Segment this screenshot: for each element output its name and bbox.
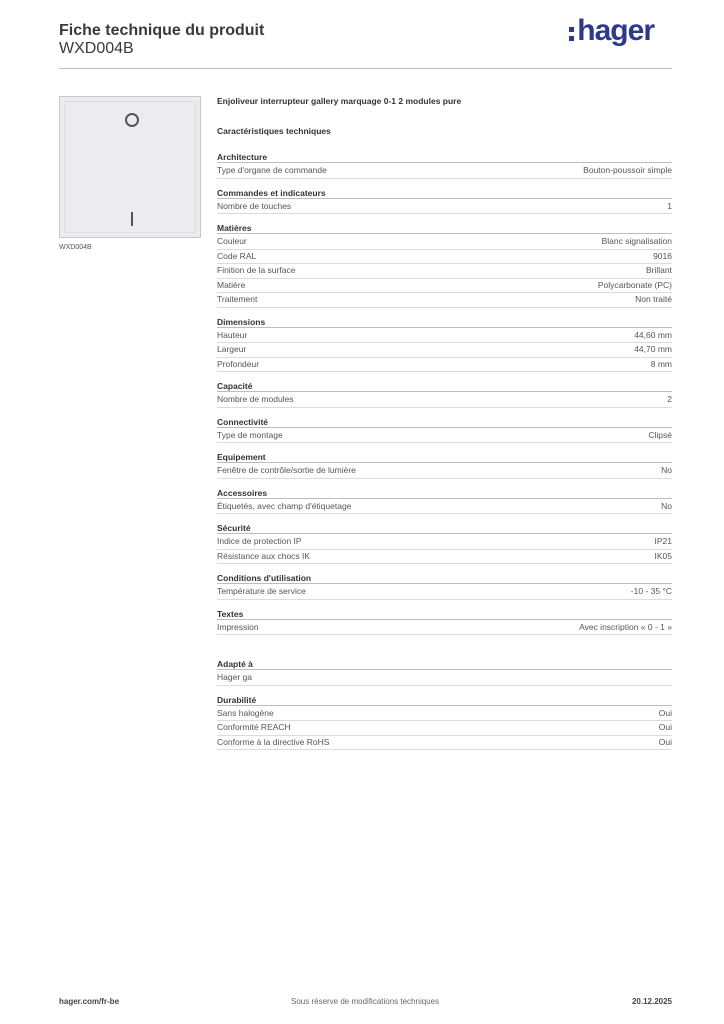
spec-value: 2: [667, 394, 672, 404]
spec-section: [217, 152, 672, 179]
spec-label: Largeur: [217, 344, 247, 354]
spec-value: 44,70 mm: [634, 344, 672, 354]
spec-label: Finition de la surface: [217, 265, 296, 275]
spec-value: Bouton-poussoir simple: [583, 165, 672, 175]
spec-value: No: [661, 465, 672, 475]
spec-value: Polycarbonate (PC): [597, 279, 672, 290]
spec-label: Indice de protection IP: [217, 536, 302, 546]
spec-value: -10 - 35 °C: [630, 586, 672, 596]
off-symbol-icon: [125, 113, 139, 127]
section-title: Matières: [217, 223, 672, 234]
spec-label: Hauteur: [217, 329, 248, 340]
spec-value: Blanc signalisation: [601, 236, 672, 246]
spec-section: [217, 381, 672, 408]
spec-label: Hager ga: [217, 672, 252, 682]
spec-row: [217, 393, 672, 408]
spec-row: [217, 358, 672, 373]
spec-label: Type de montage: [217, 429, 283, 440]
spec-row: [217, 329, 672, 344]
product-code: WXD004B: [59, 40, 134, 57]
image-caption: WXD004B: [59, 244, 92, 251]
product-title: Enjoliveur interrupteur gallery marquage 0-1 2 modules pure: [217, 96, 462, 106]
page-title: Fiche technique du produit: [59, 22, 265, 39]
section-title: Accessoires: [217, 488, 672, 499]
logo-dots-icon: [569, 27, 574, 41]
spec-sections: [217, 152, 672, 750]
spec-row: [217, 671, 672, 686]
section-title: Textes: [217, 609, 672, 620]
section-title: Conditions d'utilisation: [217, 573, 672, 584]
spec-label: Impression: [217, 621, 259, 632]
header-divider: [59, 68, 672, 69]
spec-content: [217, 96, 672, 759]
logo-text: hager: [577, 14, 654, 47]
spec-section: [217, 609, 672, 636]
spec-row: [217, 736, 672, 751]
section-title: Dimensions: [217, 317, 672, 328]
spec-label: Conformité REACH: [217, 722, 291, 732]
spec-row: [217, 343, 672, 358]
spec-row: [217, 464, 672, 479]
spec-label: Résistance aux chocs IK: [217, 550, 311, 561]
spec-value: Non traité: [635, 294, 672, 304]
spec-section: [217, 695, 672, 751]
section-title: Connectivité: [217, 417, 672, 428]
spec-label: Fenêtre de contrôle/sortie de lumière: [217, 465, 356, 475]
spec-row: [217, 164, 672, 179]
on-symbol-icon: [131, 212, 133, 226]
spec-row: [217, 293, 672, 308]
spec-label: Traitement: [217, 294, 258, 304]
spec-row: [217, 500, 672, 515]
spec-row: [217, 535, 672, 550]
spec-label: Type d'organe de commande: [217, 165, 327, 175]
spec-section: [217, 188, 672, 215]
spec-value: No: [661, 500, 672, 511]
spec-value: 8 mm: [650, 358, 672, 369]
spec-row: [217, 264, 672, 279]
spec-row: [217, 550, 672, 565]
spec-value: Oui: [658, 707, 672, 718]
spec-section: [217, 523, 672, 564]
footer-notice: Sous réserve de modifications techniques: [291, 997, 440, 1006]
spec-value: Brillant: [646, 265, 672, 275]
spec-row: [217, 429, 672, 444]
spec-value: 1: [667, 200, 672, 211]
spec-value: Oui: [658, 722, 672, 732]
spec-label: Sans halogène: [217, 707, 274, 718]
tech-heading: Caractéristiques techniques: [217, 126, 331, 136]
switch-plate: [64, 101, 196, 233]
spec-value: 44,60 mm: [634, 329, 672, 340]
spec-row: [217, 279, 672, 294]
spec-row: [217, 250, 672, 265]
spec-label: Matière: [217, 279, 246, 290]
section-title: Capacité: [217, 381, 672, 392]
product-image: [59, 96, 201, 238]
spec-value: IP21: [654, 536, 672, 546]
spec-label: Nombre de touches: [217, 200, 292, 211]
spec-label: Température de service: [217, 586, 306, 596]
footer-website: hager.com/fr-be: [59, 997, 120, 1006]
spec-section: [217, 573, 672, 600]
spec-row: [217, 200, 672, 215]
spec-section: [217, 452, 672, 479]
hager-logo: [569, 14, 654, 48]
spec-section: [217, 659, 672, 686]
section-title: Commandes et indicateurs: [217, 188, 672, 199]
spec-value: 9016: [653, 250, 672, 261]
section-title: Sécurité: [217, 523, 672, 534]
spec-label: Nombre de modules: [217, 394, 294, 404]
section-title: Durabilité: [217, 695, 672, 706]
spec-section: [217, 317, 672, 373]
spec-label: Conforme à la directive RoHS: [217, 736, 330, 747]
spec-section: [217, 223, 672, 308]
spec-value: Oui: [658, 736, 672, 747]
footer-date: 20.12.2025: [631, 997, 672, 1006]
spec-label: Couleur: [217, 236, 247, 246]
spec-value: IK05: [654, 550, 672, 561]
spec-value: Clipsé: [648, 429, 672, 440]
spec-label: Profondeur: [217, 358, 260, 369]
spec-row: [217, 621, 672, 636]
spec-value: Avec inscription « 0 - 1 »: [579, 621, 672, 632]
spec-section: [217, 417, 672, 444]
spec-row: [217, 707, 672, 722]
spec-row: [217, 585, 672, 600]
spec-row: [217, 235, 672, 250]
section-title: Equipement: [217, 452, 672, 463]
spec-row: [217, 721, 672, 736]
section-title: Adapté à: [217, 659, 672, 670]
spec-label: Étiquetés, avec champ d'étiquetage: [217, 500, 352, 511]
spec-label: Code RAL: [217, 250, 257, 261]
spec-section: [217, 488, 672, 515]
section-title: Architecture: [217, 152, 672, 163]
